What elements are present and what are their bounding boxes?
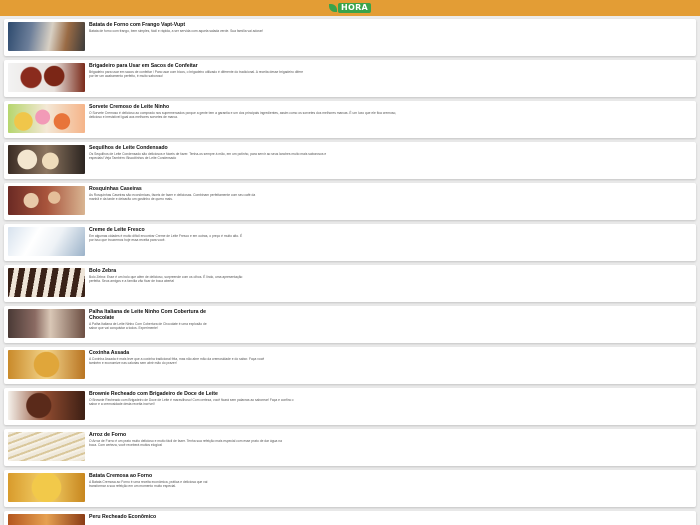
- recipe-thumbnail[interactable]: [8, 22, 85, 51]
- recipe-title[interactable]: Batata de Forno com Frango Vapt-Vupt: [89, 22, 186, 28]
- logo-text: HORA: [338, 3, 371, 13]
- recipe-thumbnail[interactable]: [8, 227, 85, 256]
- recipe-title[interactable]: Sequilhos de Leite Condensado: [89, 145, 168, 151]
- recipe-card[interactable]: [4, 265, 696, 302]
- recipe-card[interactable]: [4, 388, 696, 425]
- recipe-list: [4, 19, 696, 525]
- recipe-title[interactable]: Arroz de Forno: [89, 432, 127, 438]
- recipe-title[interactable]: Palha Italiana de Leite Ninho Com Cobertura de Chocolate: [89, 309, 207, 321]
- recipe-description: A Batata Cremosa ao Forno é uma receita econômica, prática e deliciosa que vai transformar a sua refeição em um momento muito especial.: [89, 480, 208, 489]
- recipe-title[interactable]: Rosquinhas Caseiras: [89, 186, 142, 192]
- recipe-title[interactable]: Creme de Leite Fresco: [89, 227, 145, 233]
- top-bar: [0, 0, 700, 16]
- recipe-thumbnail[interactable]: [8, 350, 85, 379]
- recipe-thumbnail[interactable]: [8, 104, 85, 133]
- recipe-card[interactable]: [4, 347, 696, 384]
- recipe-thumbnail[interactable]: [8, 432, 85, 461]
- recipe-description: A Palha Italiana de Leite Ninho Com Cobertura de Chocolate é uma explosão de sabor que vai conquistar a todos. Experimente!: [89, 322, 207, 331]
- recipe-thumbnail[interactable]: [8, 268, 85, 297]
- recipe-card[interactable]: [4, 511, 696, 525]
- recipe-description: O Arroz de Forno é um prato muito delicioso e muito fácil de fazer. Tenha sua refeição mais especial com esse prato de dar água na boca. Com certeza, você receberá muitos elogios!: [89, 439, 282, 448]
- recipe-description: Os Sequilhos de Leite Condensado são deliciosos e fáceis de fazer. Tenha-os sempre à mão, em um potinho, para servir ao seus lanches muito mais saborosos e especiais! Veja Também: Biscoitinhos de Leite Condensado: [89, 152, 327, 161]
- recipe-card[interactable]: [4, 101, 696, 138]
- leaf-icon: [329, 4, 337, 12]
- recipe-description: Bolo Zebra: Esse é um bolo que além de delicioso, surpreende com os olhos. É lindo, uma apresentação perfeita. Seus amigos e a família vão ficar de boca aberta!: [89, 275, 243, 284]
- recipe-thumbnail[interactable]: [8, 145, 85, 174]
- recipe-thumbnail[interactable]: [8, 186, 85, 215]
- recipe-card[interactable]: [4, 142, 696, 179]
- recipe-card[interactable]: [4, 429, 696, 466]
- recipe-description: Em algumas cidades é muito difícil encontrar Creme de Leite Fresco e em outras, o preço é muito alto. É por isso que trouxemos hoje essa receita para você.: [89, 234, 243, 243]
- recipe-card[interactable]: [4, 470, 696, 507]
- recipe-title[interactable]: Sorvete Cremoso de Leite Ninho: [89, 104, 170, 110]
- recipe-description: As Rosquinhas Caseiras são econômicas, fáceis de fazer e deliciosas. Combinam perfeitamente com seu café da manhã e da tarde e deixarão um gostinho de quero mais.: [89, 193, 256, 202]
- recipe-description: O Brownie Recheado com Brigadeiro de Doce de Leite é maravilhoso! Com certeza, você ficará sem palavras ao saborear! Faça e confira o sabor e a cremosidade desta receita incrível!: [89, 398, 294, 407]
- recipe-thumbnail[interactable]: [8, 473, 85, 502]
- recipe-thumbnail[interactable]: [8, 63, 85, 92]
- recipe-thumbnail[interactable]: [8, 514, 85, 525]
- recipe-title[interactable]: Batata Cremosa ao Forno: [89, 473, 153, 479]
- recipe-description: Brigadeiro para usar em sacos de confeitar / Para usar com bicos, o brigadeiro utilizado é diferente do tradicional. A receita desse brigadeiro difere por ter um acabamento perfeito, é muito saboroso!: [89, 70, 304, 79]
- recipe-card[interactable]: [4, 306, 696, 343]
- recipe-card[interactable]: [4, 183, 696, 220]
- recipe-thumbnail[interactable]: [8, 391, 85, 420]
- recipe-description: Batata de forno com frango, bem simples, fácil e rápida, a ser servida com aquela salada verde. Sua família vai adorar!: [89, 29, 264, 33]
- recipe-title[interactable]: Bolo Zebra: [89, 268, 117, 274]
- recipe-title[interactable]: Brigadeiro para Usar em Sacos de Confeitar: [89, 63, 198, 69]
- recipe-title[interactable]: Peru Recheado Econômico: [89, 514, 157, 520]
- recipe-description: O Sorvete Cremoso é delicioso ao comprado nos supermercados porque a gente tem a garantia e um dos principais ingredientes, assim como os sorvetes dos melhores marcas. É um luxo que ele fica cremoso, delicioso e irresistível igual aos melhores sorvetes de marca.: [89, 111, 397, 120]
- recipe-card[interactable]: [4, 19, 696, 56]
- recipe-card[interactable]: [4, 224, 696, 261]
- recipe-title[interactable]: Coxinha Assada: [89, 350, 130, 356]
- recipe-title[interactable]: Brownie Recheado com Brigadeiro de Doce de Leite: [89, 391, 218, 397]
- recipe-thumbnail[interactable]: [8, 309, 85, 338]
- recipe-card[interactable]: [4, 60, 696, 97]
- site-logo[interactable]: [329, 2, 371, 14]
- recipe-description: A Coxinha Assada é mais leve que a coxinha tradicional frita, mas não abre mão da cremosidade e do sabor. Faça você também e economize nas calorias sem abrir mão do prazer!: [89, 357, 265, 366]
